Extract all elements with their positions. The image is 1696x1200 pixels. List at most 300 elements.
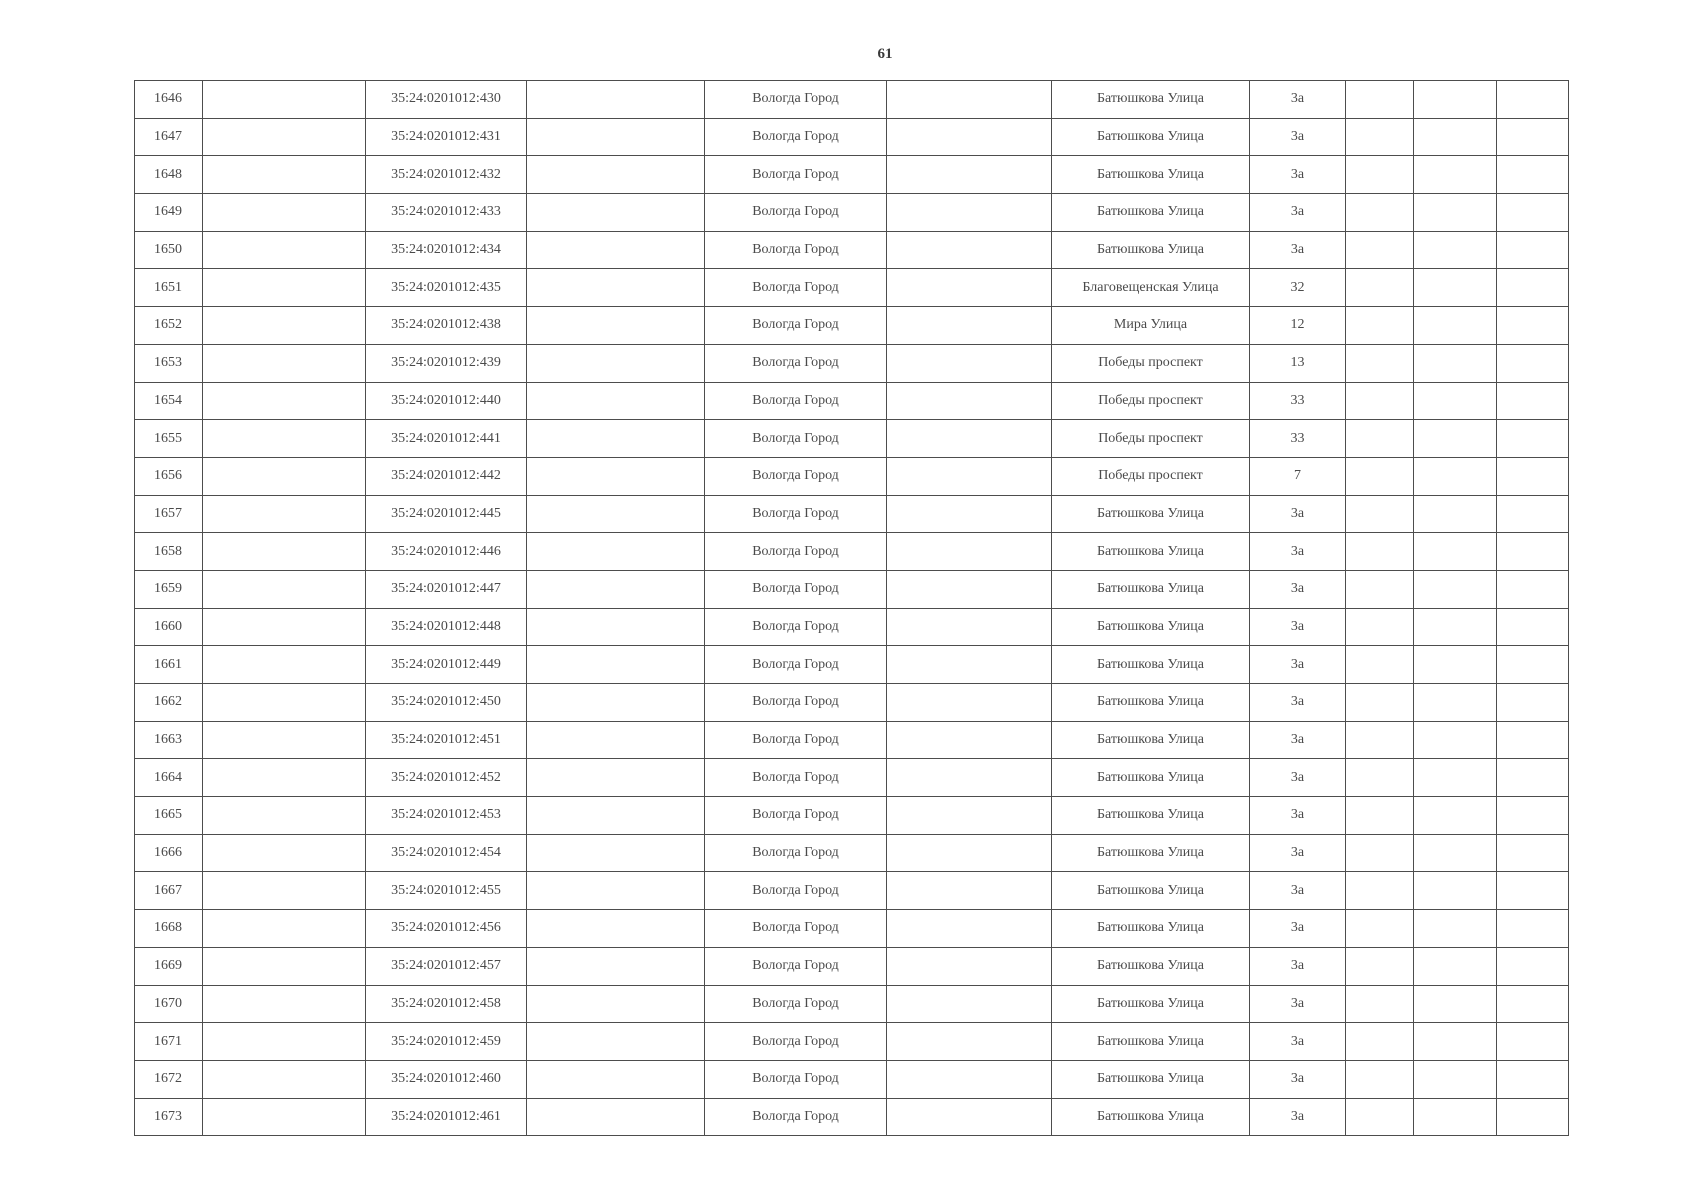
table-row [135, 1023, 1569, 1061]
cell-empty [1346, 1098, 1414, 1136]
cell-empty [1414, 457, 1497, 495]
cell-empty [1497, 570, 1569, 608]
table-row [135, 156, 1569, 194]
cell-row-number: 1670 [135, 985, 203, 1023]
cell-empty [1346, 269, 1414, 307]
cell-row-number: 1672 [135, 1060, 203, 1098]
cell-street: Батюшкова Улица [1052, 834, 1250, 872]
cell-empty [1414, 947, 1497, 985]
cell-empty [1497, 684, 1569, 722]
cell-street: Мира Улица [1052, 307, 1250, 345]
cell-cadastral-number: 35:24:0201012:445 [366, 495, 527, 533]
cell-house-number: 3а [1250, 495, 1346, 533]
cell-empty [203, 608, 366, 646]
cell-empty [203, 382, 366, 420]
cell-empty [527, 307, 705, 345]
cell-street: Батюшкова Улица [1052, 759, 1250, 797]
cell-row-number: 1647 [135, 118, 203, 156]
cell-empty [203, 872, 366, 910]
cell-empty [527, 834, 705, 872]
cell-cadastral-number: 35:24:0201012:457 [366, 947, 527, 985]
cell-city: Вологда Город [705, 420, 887, 458]
cell-empty [203, 985, 366, 1023]
cell-empty [887, 1060, 1052, 1098]
cell-empty [527, 81, 705, 119]
cell-house-number: 3а [1250, 231, 1346, 269]
cell-city: Вологда Город [705, 269, 887, 307]
cell-city: Вологда Город [705, 194, 887, 232]
cell-empty [1414, 118, 1497, 156]
cell-empty [527, 231, 705, 269]
cell-empty [887, 495, 1052, 533]
cell-empty [1414, 759, 1497, 797]
cell-empty [1414, 533, 1497, 571]
cell-empty [1497, 307, 1569, 345]
cell-empty [887, 382, 1052, 420]
cell-empty [203, 947, 366, 985]
cell-cadastral-number: 35:24:0201012:458 [366, 985, 527, 1023]
cell-row-number: 1658 [135, 533, 203, 571]
table-row [135, 420, 1569, 458]
cell-empty [1414, 1060, 1497, 1098]
table-row [135, 570, 1569, 608]
cell-house-number: 3а [1250, 646, 1346, 684]
cell-empty [887, 646, 1052, 684]
table-row [135, 118, 1569, 156]
table-row [135, 608, 1569, 646]
cell-street: Победы проспект [1052, 344, 1250, 382]
cell-empty [1414, 194, 1497, 232]
cell-cadastral-number: 35:24:0201012:455 [366, 872, 527, 910]
cell-empty [1414, 231, 1497, 269]
cell-empty [1346, 1060, 1414, 1098]
cell-empty [527, 947, 705, 985]
cell-cadastral-number: 35:24:0201012:452 [366, 759, 527, 797]
table-row [135, 1060, 1569, 1098]
cell-city: Вологда Город [705, 910, 887, 948]
cell-cadastral-number: 35:24:0201012:460 [366, 1060, 527, 1098]
cell-row-number: 1665 [135, 797, 203, 835]
cell-row-number: 1664 [135, 759, 203, 797]
cell-house-number: 3а [1250, 156, 1346, 194]
cell-empty [1346, 684, 1414, 722]
cell-empty [1346, 608, 1414, 646]
cell-house-number: 3а [1250, 721, 1346, 759]
table-row [135, 947, 1569, 985]
cell-empty [527, 533, 705, 571]
cell-empty [527, 1060, 705, 1098]
cell-city: Вологда Город [705, 684, 887, 722]
cell-city: Вологда Город [705, 947, 887, 985]
registry-table [134, 80, 1569, 1136]
cell-empty [203, 194, 366, 232]
cell-empty [887, 1098, 1052, 1136]
cell-city: Вологда Город [705, 721, 887, 759]
cell-row-number: 1663 [135, 721, 203, 759]
cell-empty [1414, 721, 1497, 759]
cell-row-number: 1666 [135, 834, 203, 872]
cell-cadastral-number: 35:24:0201012:450 [366, 684, 527, 722]
cell-city: Вологда Город [705, 834, 887, 872]
cell-cadastral-number: 35:24:0201012:440 [366, 382, 527, 420]
cell-street: Батюшкова Улица [1052, 608, 1250, 646]
cell-empty [1414, 684, 1497, 722]
cell-row-number: 1650 [135, 231, 203, 269]
cell-empty [203, 344, 366, 382]
cell-house-number: 32 [1250, 269, 1346, 307]
cell-row-number: 1669 [135, 947, 203, 985]
cell-empty [203, 231, 366, 269]
cell-street: Батюшкова Улица [1052, 495, 1250, 533]
cell-empty [203, 570, 366, 608]
cell-city: Вологда Город [705, 646, 887, 684]
cell-street: Батюшкова Улица [1052, 646, 1250, 684]
cell-empty [1497, 608, 1569, 646]
cell-row-number: 1659 [135, 570, 203, 608]
cell-empty [203, 721, 366, 759]
cell-street: Батюшкова Улица [1052, 118, 1250, 156]
cell-empty [1346, 156, 1414, 194]
cell-empty [203, 156, 366, 194]
cell-empty [1497, 231, 1569, 269]
cell-house-number: 3а [1250, 533, 1346, 571]
cell-city: Вологда Город [705, 1060, 887, 1098]
cell-cadastral-number: 35:24:0201012:441 [366, 420, 527, 458]
cell-cadastral-number: 35:24:0201012:434 [366, 231, 527, 269]
cell-empty [527, 608, 705, 646]
cell-empty [1346, 533, 1414, 571]
cell-empty [203, 81, 366, 119]
cell-row-number: 1667 [135, 872, 203, 910]
cell-street: Батюшкова Улица [1052, 81, 1250, 119]
cell-empty [1346, 721, 1414, 759]
cell-empty [1346, 495, 1414, 533]
cell-city: Вологда Город [705, 457, 887, 495]
cell-house-number: 3а [1250, 797, 1346, 835]
cell-empty [887, 420, 1052, 458]
cell-empty [1346, 872, 1414, 910]
cell-city: Вологда Город [705, 81, 887, 119]
table-row [135, 646, 1569, 684]
cell-street: Батюшкова Улица [1052, 533, 1250, 571]
cell-empty [527, 872, 705, 910]
cell-empty [1497, 269, 1569, 307]
cell-empty [887, 533, 1052, 571]
cell-empty [527, 910, 705, 948]
cell-street: Батюшкова Улица [1052, 947, 1250, 985]
cell-empty [1414, 570, 1497, 608]
cell-row-number: 1654 [135, 382, 203, 420]
cell-empty [887, 118, 1052, 156]
cell-city: Вологда Город [705, 759, 887, 797]
cell-empty [887, 721, 1052, 759]
cell-row-number: 1646 [135, 81, 203, 119]
cell-street: Батюшкова Улица [1052, 910, 1250, 948]
cell-street: Батюшкова Улица [1052, 570, 1250, 608]
cell-empty [527, 420, 705, 458]
cell-row-number: 1648 [135, 156, 203, 194]
table-row [135, 985, 1569, 1023]
cell-empty [887, 570, 1052, 608]
cell-empty [527, 269, 705, 307]
cell-house-number: 12 [1250, 307, 1346, 345]
cell-empty [1346, 231, 1414, 269]
cell-empty [887, 81, 1052, 119]
table-row [135, 457, 1569, 495]
cell-empty [1497, 457, 1569, 495]
table-row [135, 910, 1569, 948]
cell-empty [887, 834, 1052, 872]
table-row [135, 307, 1569, 345]
cell-empty [1497, 1023, 1569, 1061]
cell-city: Вологда Город [705, 156, 887, 194]
cell-empty [887, 269, 1052, 307]
cell-row-number: 1660 [135, 608, 203, 646]
cell-empty [203, 457, 366, 495]
table-body [135, 81, 1569, 1136]
cell-empty [203, 533, 366, 571]
cell-empty [1414, 985, 1497, 1023]
cell-empty [527, 684, 705, 722]
cell-empty [527, 1023, 705, 1061]
cell-city: Вологда Город [705, 533, 887, 571]
cell-city: Вологда Город [705, 1023, 887, 1061]
cell-empty [203, 1023, 366, 1061]
cell-empty [1414, 608, 1497, 646]
cell-row-number: 1662 [135, 684, 203, 722]
cell-street: Батюшкова Улица [1052, 1060, 1250, 1098]
cell-empty [203, 797, 366, 835]
cell-row-number: 1655 [135, 420, 203, 458]
cell-house-number: 3а [1250, 759, 1346, 797]
cell-empty [1497, 797, 1569, 835]
cell-empty [1414, 797, 1497, 835]
cell-street: Победы проспект [1052, 420, 1250, 458]
cell-empty [1414, 269, 1497, 307]
cell-cadastral-number: 35:24:0201012:438 [366, 307, 527, 345]
cell-row-number: 1657 [135, 495, 203, 533]
cell-empty [1346, 1023, 1414, 1061]
table-row [135, 684, 1569, 722]
cell-empty [203, 684, 366, 722]
cell-house-number: 3а [1250, 1098, 1346, 1136]
cell-empty [1414, 1098, 1497, 1136]
cell-street: Победы проспект [1052, 457, 1250, 495]
cell-empty [887, 985, 1052, 1023]
cell-street: Батюшкова Улица [1052, 684, 1250, 722]
cell-street: Батюшкова Улица [1052, 156, 1250, 194]
table-row [135, 81, 1569, 119]
cell-empty [1497, 759, 1569, 797]
cell-empty [1346, 570, 1414, 608]
cell-empty [1414, 81, 1497, 119]
cell-empty [527, 457, 705, 495]
cell-empty [527, 570, 705, 608]
cell-empty [1346, 194, 1414, 232]
cell-empty [203, 269, 366, 307]
cell-street: Батюшкова Улица [1052, 985, 1250, 1023]
cell-empty [1497, 118, 1569, 156]
cell-empty [527, 118, 705, 156]
cell-city: Вологда Город [705, 797, 887, 835]
page-number: 61 [877, 46, 893, 62]
cell-empty [1414, 420, 1497, 458]
cell-city: Вологда Город [705, 872, 887, 910]
cell-empty [1414, 872, 1497, 910]
cell-empty [1346, 118, 1414, 156]
table-row [135, 533, 1569, 571]
cell-empty [1497, 533, 1569, 571]
cell-cadastral-number: 35:24:0201012:432 [366, 156, 527, 194]
cell-empty [887, 759, 1052, 797]
cell-empty [1414, 646, 1497, 684]
cell-cadastral-number: 35:24:0201012:451 [366, 721, 527, 759]
cell-street: Батюшкова Улица [1052, 194, 1250, 232]
cell-empty [1414, 382, 1497, 420]
cell-empty [527, 646, 705, 684]
cell-empty [1497, 420, 1569, 458]
cell-house-number: 13 [1250, 344, 1346, 382]
cell-empty [887, 797, 1052, 835]
cell-empty [1414, 156, 1497, 194]
cell-cadastral-number: 35:24:0201012:456 [366, 910, 527, 948]
cell-empty [527, 759, 705, 797]
cell-city: Вологда Город [705, 1098, 887, 1136]
cell-street: Батюшкова Улица [1052, 721, 1250, 759]
cell-cadastral-number: 35:24:0201012:435 [366, 269, 527, 307]
cell-empty [1346, 420, 1414, 458]
cell-house-number: 3а [1250, 194, 1346, 232]
cell-empty [1346, 910, 1414, 948]
cell-empty [203, 420, 366, 458]
table-row [135, 382, 1569, 420]
cell-cadastral-number: 35:24:0201012:433 [366, 194, 527, 232]
cell-cadastral-number: 35:24:0201012:447 [366, 570, 527, 608]
cell-house-number: 3а [1250, 834, 1346, 872]
cell-empty [887, 608, 1052, 646]
cell-row-number: 1671 [135, 1023, 203, 1061]
cell-empty [527, 1098, 705, 1136]
cell-empty [527, 985, 705, 1023]
cell-row-number: 1653 [135, 344, 203, 382]
cell-row-number: 1652 [135, 307, 203, 345]
cell-empty [1497, 382, 1569, 420]
cell-cadastral-number: 35:24:0201012:431 [366, 118, 527, 156]
cell-row-number: 1649 [135, 194, 203, 232]
table-row [135, 721, 1569, 759]
cell-empty [887, 872, 1052, 910]
cell-city: Вологда Город [705, 608, 887, 646]
cell-empty [1497, 834, 1569, 872]
cell-house-number: 3а [1250, 947, 1346, 985]
cell-empty [203, 1060, 366, 1098]
table-row [135, 344, 1569, 382]
cell-empty [887, 307, 1052, 345]
cell-empty [1497, 646, 1569, 684]
cell-street: Благовещенская Улица [1052, 269, 1250, 307]
cell-empty [1346, 344, 1414, 382]
cell-house-number: 3а [1250, 570, 1346, 608]
cell-empty [527, 495, 705, 533]
cell-empty [1414, 344, 1497, 382]
cell-city: Вологда Город [705, 118, 887, 156]
cell-empty [1346, 759, 1414, 797]
cell-empty [1497, 194, 1569, 232]
table-row [135, 495, 1569, 533]
cell-house-number: 3а [1250, 118, 1346, 156]
cell-city: Вологда Город [705, 231, 887, 269]
cell-street: Батюшкова Улица [1052, 872, 1250, 910]
cell-house-number: 3а [1250, 608, 1346, 646]
table-row [135, 872, 1569, 910]
cell-house-number: 3а [1250, 1060, 1346, 1098]
cell-empty [1497, 156, 1569, 194]
cell-city: Вологда Город [705, 344, 887, 382]
cell-empty [527, 344, 705, 382]
cell-empty [1414, 1023, 1497, 1061]
table-row [135, 269, 1569, 307]
cell-house-number: 3а [1250, 985, 1346, 1023]
table-row [135, 194, 1569, 232]
cell-house-number: 33 [1250, 420, 1346, 458]
cell-cadastral-number: 35:24:0201012:459 [366, 1023, 527, 1061]
cell-empty [1497, 495, 1569, 533]
cell-empty [203, 307, 366, 345]
cell-empty [1346, 947, 1414, 985]
cell-empty [1497, 872, 1569, 910]
cell-empty [1414, 495, 1497, 533]
cell-empty [1497, 1060, 1569, 1098]
cell-empty [203, 118, 366, 156]
cell-street: Батюшкова Улица [1052, 1098, 1250, 1136]
cell-empty [203, 1098, 366, 1136]
cell-empty [527, 194, 705, 232]
cell-empty [887, 947, 1052, 985]
cell-row-number: 1651 [135, 269, 203, 307]
cell-house-number: 3а [1250, 1023, 1346, 1061]
cell-empty [1346, 457, 1414, 495]
cell-city: Вологда Город [705, 570, 887, 608]
table-row [135, 1098, 1569, 1136]
cell-empty [887, 910, 1052, 948]
cell-empty [887, 194, 1052, 232]
cell-cadastral-number: 35:24:0201012:461 [366, 1098, 527, 1136]
cell-empty [203, 759, 366, 797]
cell-empty [1346, 646, 1414, 684]
cell-empty [887, 457, 1052, 495]
cell-empty [1414, 307, 1497, 345]
cell-cadastral-number: 35:24:0201012:430 [366, 81, 527, 119]
cell-city: Вологда Город [705, 382, 887, 420]
cell-cadastral-number: 35:24:0201012:453 [366, 797, 527, 835]
cell-street: Батюшкова Улица [1052, 231, 1250, 269]
cell-empty [203, 646, 366, 684]
cell-empty [1346, 307, 1414, 345]
cell-cadastral-number: 35:24:0201012:442 [366, 457, 527, 495]
cell-house-number: 3а [1250, 684, 1346, 722]
cell-house-number: 33 [1250, 382, 1346, 420]
cell-street: Батюшкова Улица [1052, 797, 1250, 835]
cell-empty [887, 344, 1052, 382]
cell-empty [1414, 834, 1497, 872]
cell-city: Вологда Город [705, 307, 887, 345]
cell-empty [203, 834, 366, 872]
cell-empty [1497, 947, 1569, 985]
cell-cadastral-number: 35:24:0201012:439 [366, 344, 527, 382]
cell-cadastral-number: 35:24:0201012:449 [366, 646, 527, 684]
cell-row-number: 1661 [135, 646, 203, 684]
cell-empty [887, 156, 1052, 194]
